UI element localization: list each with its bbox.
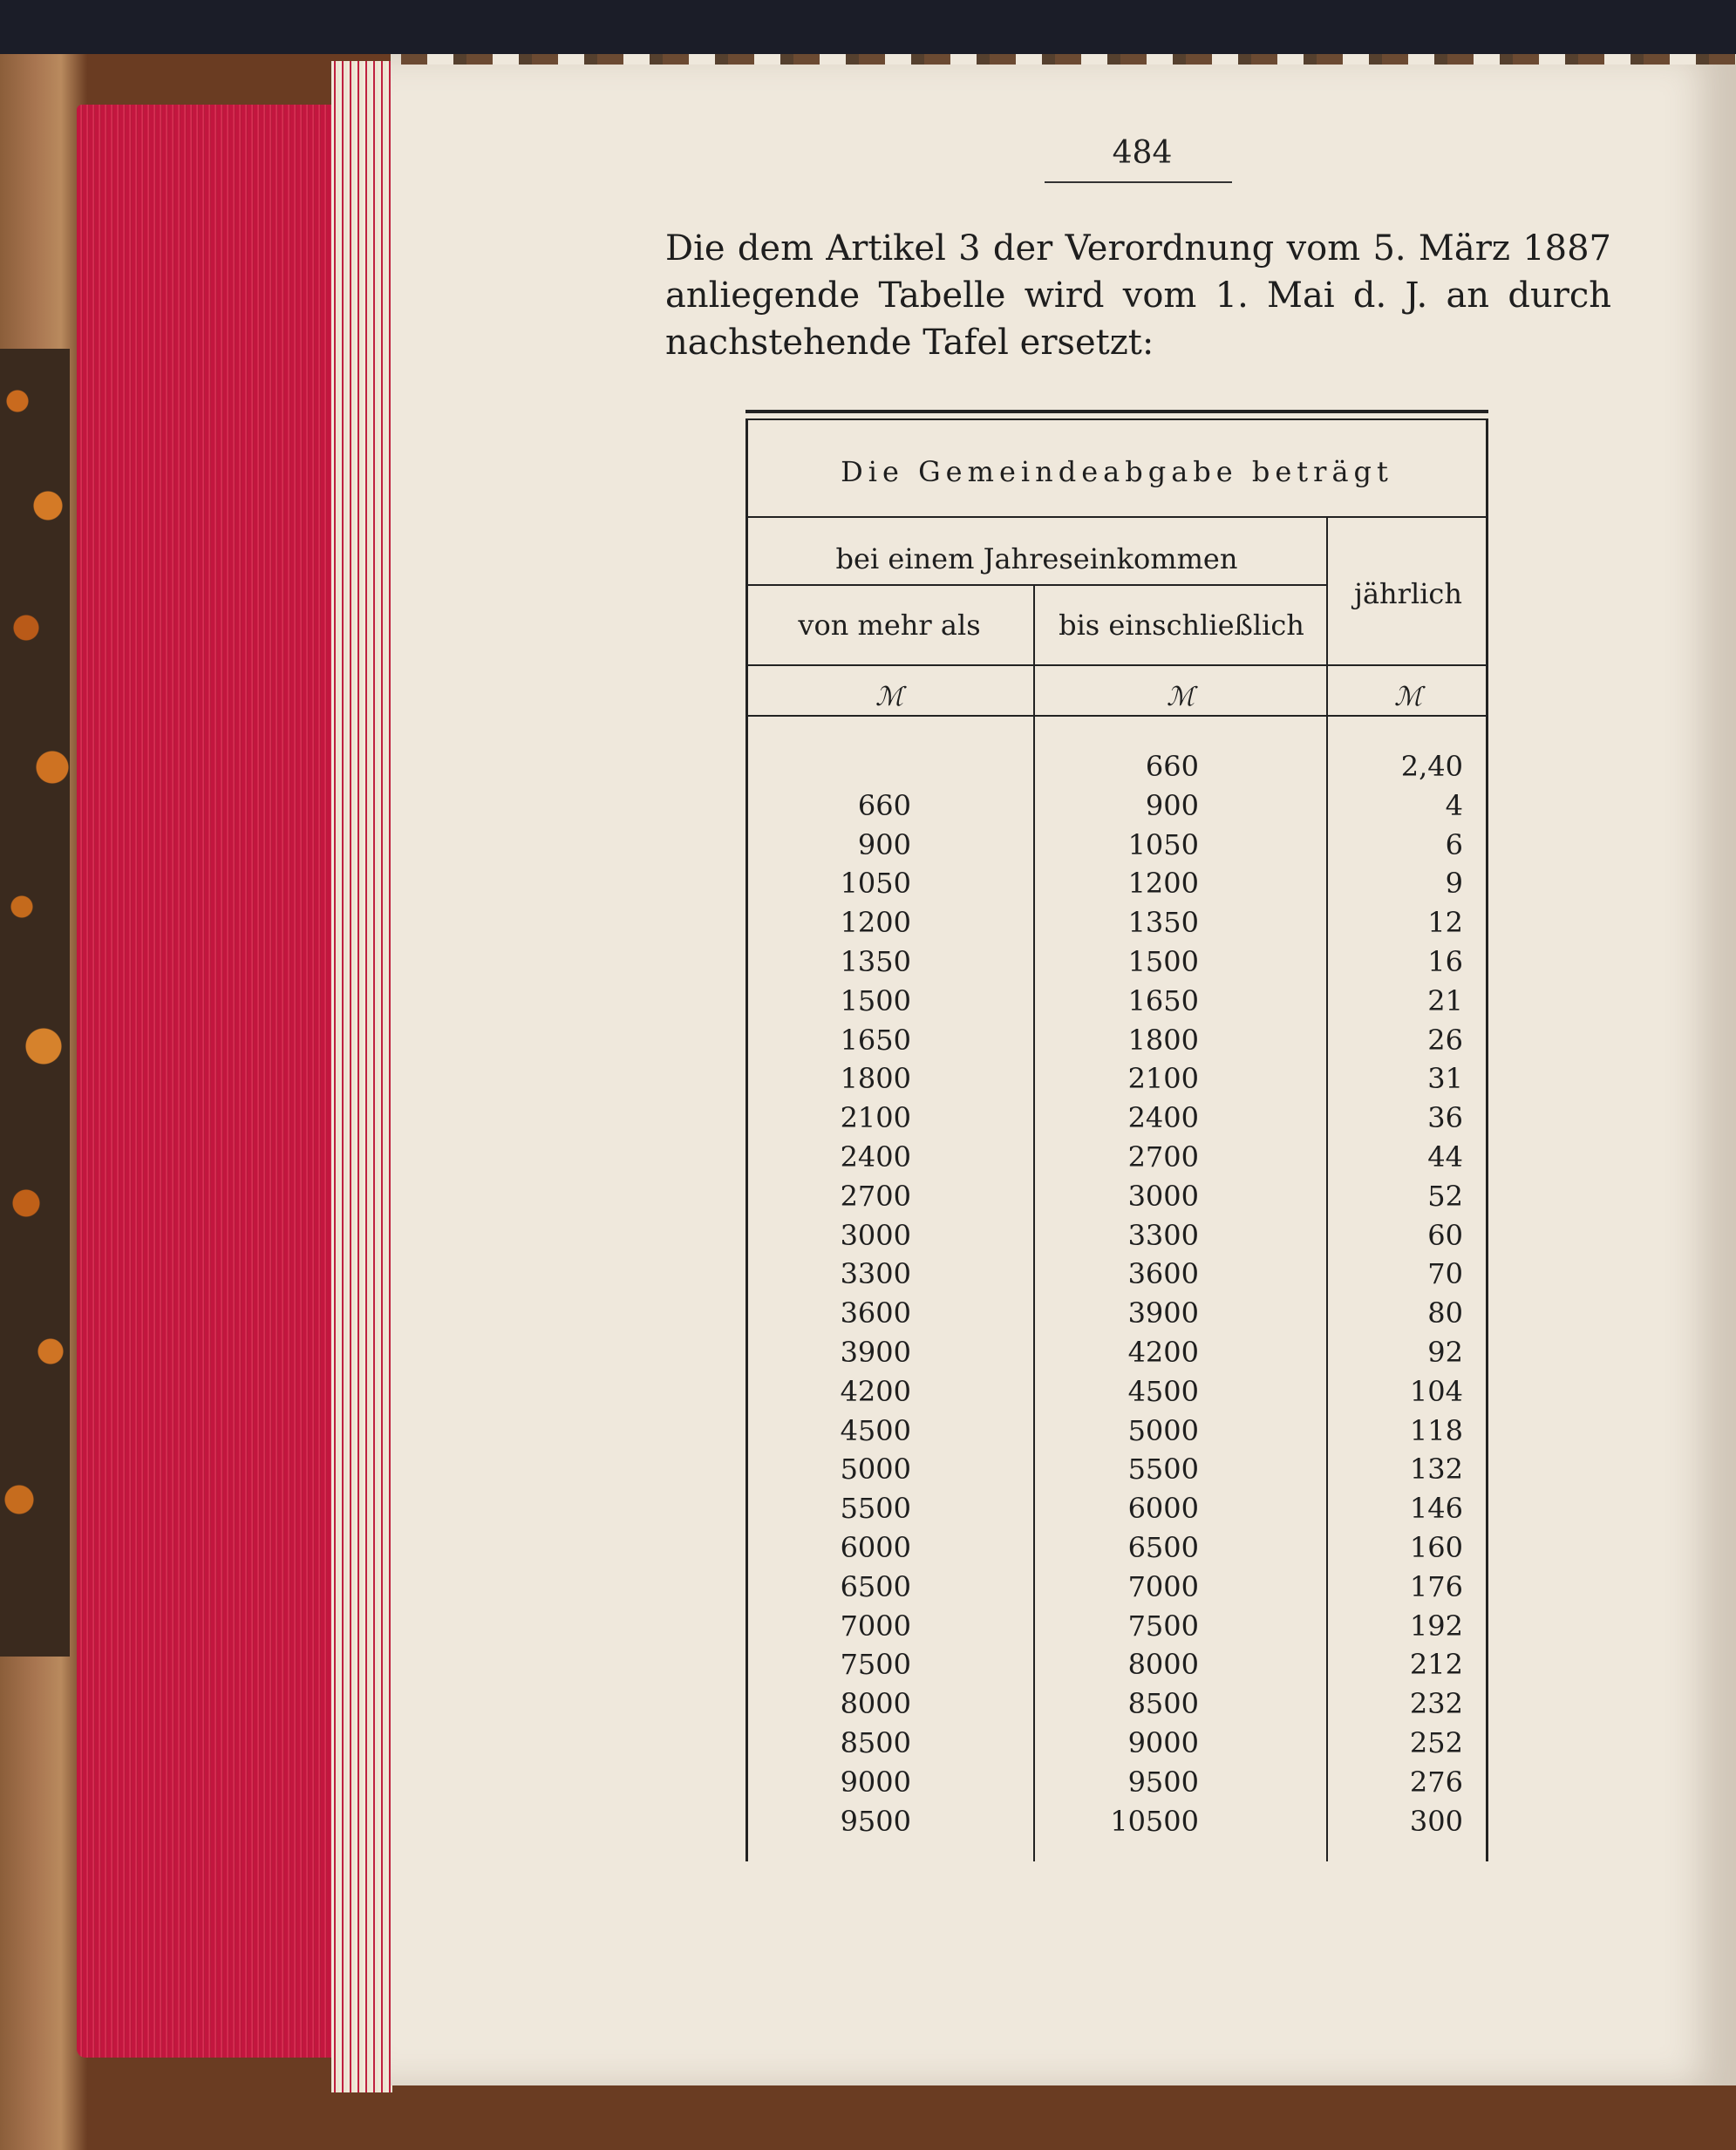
cell-amount: 12	[1427, 906, 1463, 940]
table-row	[745, 1570, 1488, 1609]
cell-to: 8000	[1127, 1648, 1199, 1682]
cell-from: 5000	[840, 1453, 911, 1487]
table-row	[745, 984, 1488, 1024]
cell-amount: 2,40	[1400, 750, 1463, 783]
cell-to: 3300	[1127, 1218, 1199, 1252]
cell-to: 660	[1145, 750, 1199, 783]
cell-to: 8500	[1127, 1687, 1199, 1721]
cell-to: 7500	[1127, 1609, 1199, 1643]
cell-to: 5000	[1127, 1413, 1199, 1447]
table-row	[745, 1375, 1488, 1414]
unit-from: ℳ	[875, 682, 904, 712]
table-row	[745, 828, 1488, 867]
cell-to: 900	[1145, 788, 1199, 822]
cell-to: 9500	[1127, 1765, 1199, 1799]
heading-rule	[745, 516, 1488, 518]
cell-to: 2100	[1127, 1062, 1199, 1096]
cell-from: 6500	[840, 1569, 911, 1603]
intro-paragraph: Die dem Artikel 3 der Verordnung vom 5. März 1887 anliegende Tabelle wird vom 1. Mai d. J. an durch nachstehende Tafel ersetzt:	[665, 228, 1611, 363]
cell-amount: 104	[1409, 1374, 1463, 1408]
cell-to: 6000	[1127, 1492, 1199, 1526]
cell-amount: 80	[1427, 1296, 1463, 1330]
column-header-amount: jährlich	[1354, 577, 1462, 610]
cell-to: 10500	[1110, 1804, 1199, 1838]
cell-from: 5500	[840, 1492, 911, 1526]
cell-from: 7500	[840, 1648, 911, 1682]
tax-table	[745, 410, 1488, 1861]
cell-amount: 21	[1427, 983, 1463, 1017]
cell-from: 2100	[840, 1101, 911, 1135]
table-row	[745, 906, 1488, 945]
cell-from: 3300	[840, 1257, 911, 1291]
marbled-spine	[0, 349, 70, 1657]
cell-from: 1650	[840, 1023, 911, 1057]
cell-from: 1050	[840, 867, 911, 901]
cell-amount: 118	[1409, 1413, 1463, 1447]
cell-from: 3600	[840, 1296, 911, 1330]
cell-amount: 176	[1409, 1569, 1463, 1603]
cell-amount: 70	[1427, 1257, 1463, 1291]
cell-from: 2700	[840, 1179, 911, 1213]
cell-amount: 4	[1445, 788, 1463, 822]
cell-to: 1350	[1127, 906, 1199, 940]
cell-amount: 252	[1409, 1725, 1463, 1759]
table-top-rule	[745, 410, 1488, 413]
cell-from: 4200	[840, 1374, 911, 1408]
cell-amount: 232	[1409, 1687, 1463, 1721]
cell-to: 2400	[1127, 1101, 1199, 1135]
cell-amount: 36	[1427, 1101, 1463, 1135]
cell-amount: 52	[1427, 1179, 1463, 1213]
cell-amount: 160	[1409, 1530, 1463, 1564]
cell-amount: 31	[1427, 1062, 1463, 1096]
cell-from: 6000	[840, 1530, 911, 1564]
cell-to: 1050	[1127, 827, 1199, 861]
cell-to: 4500	[1127, 1374, 1199, 1408]
table-row	[745, 1296, 1488, 1336]
cell-to: 3600	[1127, 1257, 1199, 1291]
table-heading: Die Gemeindeabgabe beträgt	[841, 455, 1393, 488]
cell-from: 660	[857, 788, 911, 822]
table-row	[745, 945, 1488, 984]
table-row	[745, 1180, 1488, 1219]
cell-to: 1800	[1127, 1023, 1199, 1057]
cell-from: 3000	[840, 1218, 911, 1252]
unit-rule	[745, 715, 1488, 717]
cell-amount: 276	[1409, 1765, 1463, 1799]
table-row	[745, 1726, 1488, 1766]
cell-amount: 9	[1445, 867, 1463, 901]
table-row	[745, 1257, 1488, 1296]
cell-from: 1500	[840, 983, 911, 1017]
group-header: bei einem Jahreseinkommen	[835, 542, 1238, 575]
cell-amount: 26	[1427, 1023, 1463, 1057]
cell-to: 3900	[1127, 1296, 1199, 1330]
cell-from: 9500	[840, 1804, 911, 1838]
cell-to: 5500	[1127, 1453, 1199, 1487]
table-row	[745, 1648, 1488, 1687]
cell-from: 8000	[840, 1687, 911, 1721]
table-row	[745, 1609, 1488, 1649]
cell-amount: 212	[1409, 1648, 1463, 1682]
table-row	[745, 1687, 1488, 1726]
cell-from: 900	[857, 827, 911, 861]
header-rule	[745, 664, 1488, 666]
cell-from: 3900	[840, 1335, 911, 1369]
cell-to: 6500	[1127, 1530, 1199, 1564]
table-row	[745, 1453, 1488, 1492]
cell-amount: 146	[1409, 1492, 1463, 1526]
cell-to: 1200	[1127, 867, 1199, 901]
cell-to: 4200	[1127, 1335, 1199, 1369]
unit-to: ℳ	[1166, 682, 1195, 712]
table-top-rule-thin	[745, 418, 1488, 420]
table-row	[745, 1531, 1488, 1570]
cell-amount: 44	[1427, 1140, 1463, 1174]
cell-from: 1200	[840, 906, 911, 940]
table-row	[745, 1414, 1488, 1453]
page-number: 484	[1112, 135, 1173, 171]
column-header-from: von mehr als	[798, 609, 981, 642]
cell-amount: 92	[1427, 1335, 1463, 1369]
torn-top-edge	[401, 54, 1736, 65]
column-header-to: bis einschließlich	[1059, 609, 1304, 642]
table-row	[745, 1492, 1488, 1531]
table-row	[745, 1024, 1488, 1063]
table-row	[745, 789, 1488, 828]
cell-from: 1350	[840, 944, 911, 978]
cell-amount: 132	[1409, 1453, 1463, 1487]
table-row	[745, 1219, 1488, 1258]
cell-to: 9000	[1127, 1725, 1199, 1759]
table-row	[745, 1766, 1488, 1805]
cell-amount: 300	[1409, 1804, 1463, 1838]
page-stack	[331, 61, 392, 2092]
cell-to: 1650	[1127, 983, 1199, 1017]
table-row	[745, 750, 1488, 789]
cell-to: 3000	[1127, 1179, 1199, 1213]
cell-amount: 192	[1409, 1609, 1463, 1643]
cell-from: 8500	[840, 1725, 911, 1759]
table-row	[745, 1336, 1488, 1375]
red-page-edges	[77, 105, 338, 2058]
table-row	[745, 1805, 1488, 1844]
table-row	[745, 1101, 1488, 1140]
cell-amount: 16	[1427, 944, 1463, 978]
cell-to: 7000	[1127, 1569, 1199, 1603]
unit-amount: ℳ	[1393, 682, 1423, 712]
table-body	[745, 750, 1488, 1843]
cell-from: 9000	[840, 1765, 911, 1799]
cell-from: 7000	[840, 1609, 911, 1643]
cell-to: 1500	[1127, 944, 1199, 978]
group-rule	[745, 584, 1328, 586]
page-number-rule	[1045, 181, 1232, 183]
cell-from: 1800	[840, 1062, 911, 1096]
cell-from: 2400	[840, 1140, 911, 1174]
table-row	[745, 1140, 1488, 1180]
cell-from: 4500	[840, 1413, 911, 1447]
cell-amount: 60	[1427, 1218, 1463, 1252]
table-row	[745, 1062, 1488, 1101]
table-row	[745, 867, 1488, 906]
cell-amount: 6	[1445, 827, 1463, 861]
cell-to: 2700	[1127, 1140, 1199, 1174]
